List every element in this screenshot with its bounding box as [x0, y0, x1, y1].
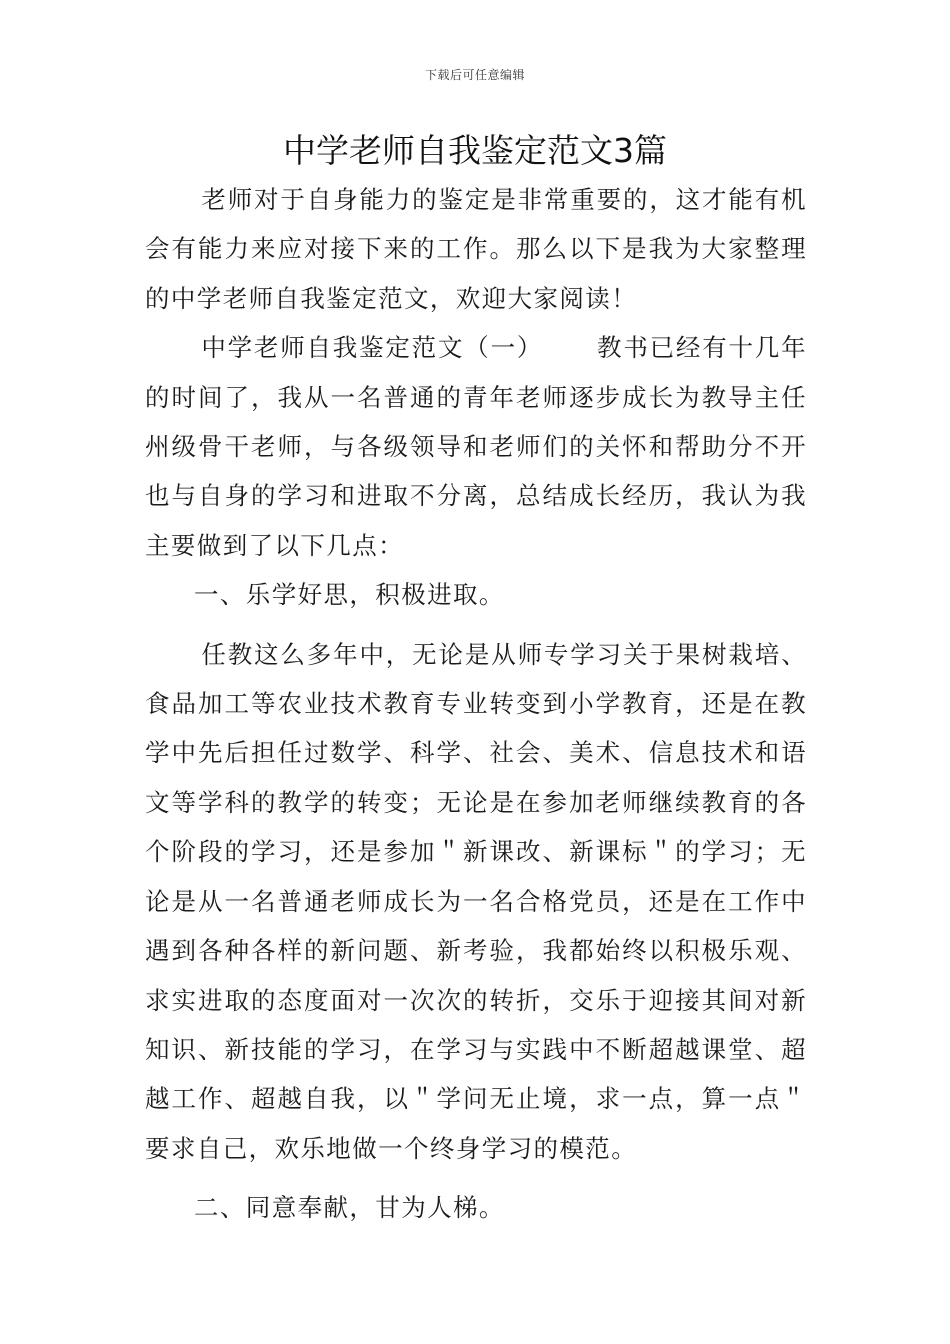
section-one-paragraph — [145, 323, 807, 570]
intro-paragraph: 老师对于自身能力的鉴定是非常重要的，这才能有机会有能力来应对接下来的工作。那么以下是我为大家整理的中学老师自我鉴定范文，欢迎大家阅读！ — [145, 185, 807, 313]
page-header-note: 下载后可任意编辑 — [424, 68, 525, 82]
point-one-heading: 一、乐学好思，积极进取。 — [194, 580, 505, 610]
document-title: 中学老师自我鉴定范文3篇 — [283, 131, 667, 170]
section-one-text: 教书已经有十几年的时间了，我从一名普通的青年老师逐步成长为教导主任州级骨干老师，与各级领导和老师们的关怀和帮助分不开也与自身的学习和进取不分离，总结成长经历，我认为我主要做到了以下几点： — [145, 333, 807, 560]
point-two-heading: 二、同意奉献，甘为人梯。 — [194, 1193, 505, 1223]
document-body — [145, 175, 807, 1233]
point-one-paragraph: 任教这么多年中，无论是从师专学习关于果树栽培、食品加工等农业技术教育专业转变到小学教育，还是在教学中先后担任过数学、科学、社会、美术、信息技术和语文等学科的教学的转变；无论是在参加老师继续教育的各个阶段的学习，还是参加＂新课改、新课标＂的学习；无论是从一名普通老师成长为一名合格党员，还是在工作中遇到各种各样的新问题、新考验，我都始终以积极乐观、求实进取的态度面对一次次的转折，交乐于迎接其间对新知识、新技能的学习，在学习与实践中不断超越课堂、超越工作、超越自我，以＂学问无止境，求一点，算一点＂要求自己，欢乐地做一个终身学习的模范。 — [145, 639, 807, 1163]
section-one-subtitle: 中学老师自我鉴定范文（一） — [201, 333, 544, 363]
